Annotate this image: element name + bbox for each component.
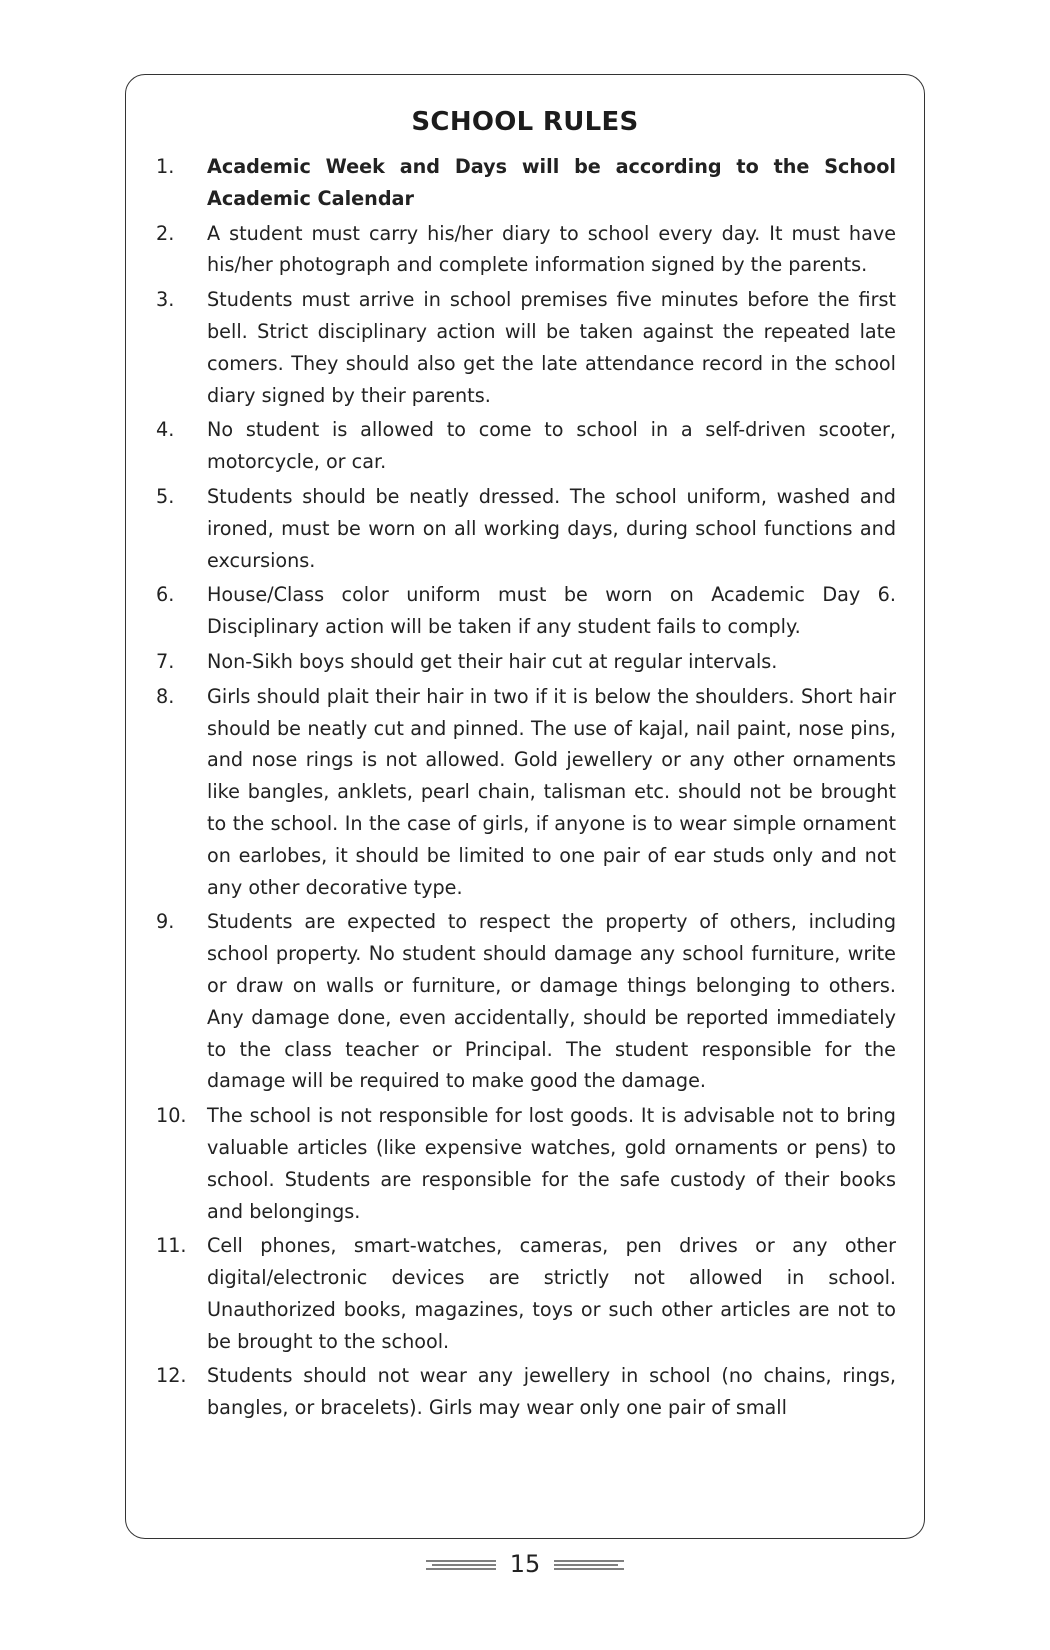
rule-number: 8.	[156, 684, 175, 708]
rule-item	[156, 1230, 896, 1357]
left-double-rule-ornament	[426, 1557, 496, 1571]
rule-item	[156, 681, 896, 904]
rule-number: 1.	[156, 155, 175, 178]
page-footer	[0, 1547, 1050, 1581]
rule-number: 9.	[156, 910, 175, 934]
rule-text: Girls should plait their hair in two if it is below the shoulders. Short hair should be neatly cut and pinned. The use of kajal, nail paint, nose pins, and nose rings is not allowed. Gold jewellery or any other ornaments like bangles, anklets, pearl chain, talisman etc. should not be brought to the school. In the case of girls, if anyone is to wear simple ornament on earlobes, it should be limited to one pair of ear studs only and not any other decorative type.	[207, 684, 896, 899]
rule-text: Cell phones, smart-watches, cameras, pen drives or any other digital/electronic devices are strictly not allowed in school. Unauthorized books, magazines, toys or such other articles are not to be brought to the school.	[207, 1234, 896, 1353]
rule-number: 10.	[156, 1104, 187, 1128]
rule-number: 6.	[156, 583, 175, 607]
rule-text: Non-Sikh boys should get their hair cut at regular intervals.	[207, 649, 778, 673]
rule-number: 4.	[156, 418, 175, 442]
rule-text: Students should not wear any jewellery in school (no chains, rings, bangles, or bracelets). Girls may wear only one pair of small	[207, 1364, 896, 1420]
rule-text: The school is not responsible for lost goods. It is advisable not to bring valuable articles (like expensive watches, gold ornaments or pens) to school. Students are responsible for the safe custody of their books and belongings.	[207, 1104, 896, 1223]
rule-number: 11.	[156, 1234, 187, 1258]
rule-item	[156, 151, 896, 215]
rules-list	[156, 151, 896, 1427]
rule-text: Students are expected to respect the property of others, including school property. No student should damage any school furniture, write or draw on walls or furniture, or damage things belonging to others. Any damage done, even accidentally, should be reported immediately to the class teacher or Principal. The student responsible for the damage will be required to make good the damage.	[207, 910, 896, 1093]
rule-item	[156, 906, 896, 1097]
rule-text: Students should be neatly dressed. The school uniform, washed and ironed, must be worn on all working days, during school functions and excursions.	[207, 484, 896, 572]
rule-text: A student must carry his/her diary to school every day. It must have his/her photograph and complete information signed by the parents.	[207, 221, 896, 277]
rule-number: 3.	[156, 288, 175, 312]
rule-item	[156, 414, 896, 478]
rule-number: 5.	[156, 484, 175, 508]
rule-text: House/Class color uniform must be worn on Academic Day 6. Disciplinary action will be taken if any student fails to comply.	[207, 583, 896, 639]
rule-item	[156, 646, 896, 678]
right-double-rule-ornament	[554, 1557, 624, 1571]
rule-text: Academic Week and Days will be according to the School Academic Calendar	[207, 155, 896, 210]
rule-item	[156, 481, 896, 576]
page-title: SCHOOL RULES	[411, 107, 639, 137]
rule-item	[156, 1360, 896, 1424]
rules-frame	[125, 74, 925, 1539]
rule-item	[156, 1100, 896, 1227]
rule-text: Students must arrive in school premises five minutes before the first bell. Strict disciplinary action will be taken against the repeated late comers. They should also get the late attendance record in the school diary signed by their parents.	[207, 288, 896, 407]
rule-item	[156, 284, 896, 411]
rule-item	[156, 218, 896, 282]
page-number: 15	[509, 1550, 541, 1578]
rule-item	[156, 579, 896, 643]
rule-number: 7.	[156, 649, 175, 673]
rule-text: No student is allowed to come to school in a self-driven scooter, motorcycle, or car.	[207, 418, 896, 474]
rule-number: 2.	[156, 221, 175, 245]
rule-number: 12.	[156, 1364, 187, 1388]
